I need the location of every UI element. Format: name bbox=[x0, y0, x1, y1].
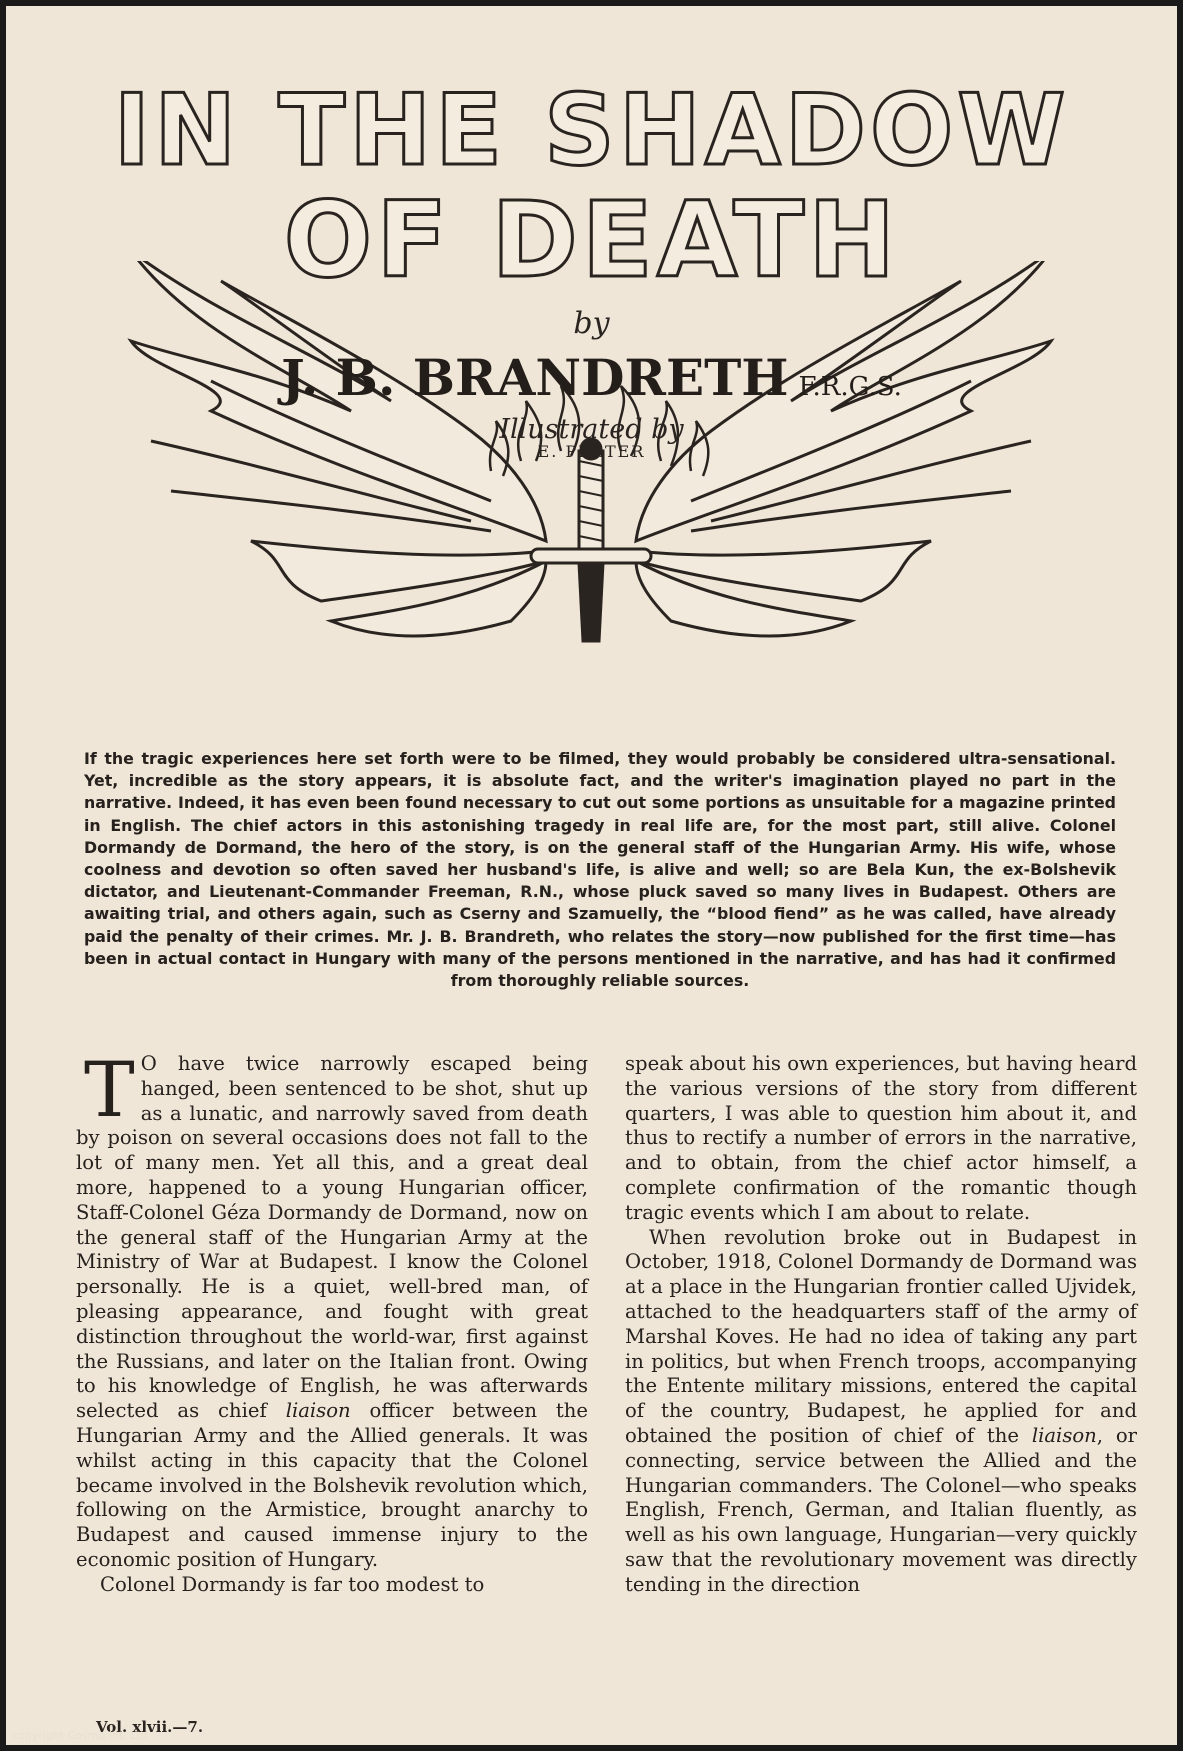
right-paragraph-1: speak about his own experiences, but having heard the various versions of the story from different quarters, I was able to question him about it, and thus to rectify a number of errors in the narrative, and to obtain, from the chief actor himself, a complete confirmation of the romantic though tragic events which I am about to relate. bbox=[625, 1052, 1137, 1224]
title-line-2: OF DEATH bbox=[283, 179, 900, 301]
copyright-notice: copyright Cosmo Int. Ltd bbox=[12, 1729, 148, 1742]
author-line bbox=[6, 348, 1177, 407]
drop-cap: T bbox=[84, 1045, 135, 1134]
left-p1-text-b: officer between the Hungarian Army and the Allied generals. It was whilst acting in this capacity that the Colonel became involved in the Bolshevik revolution which, following on the Armistice, brought anarchy to Budapest and caused immense injury to the economic position of Hungary. bbox=[76, 1399, 588, 1571]
left-column bbox=[76, 1045, 588, 1598]
sword bbox=[531, 439, 651, 641]
right-p2-text-a: When revolution broke out in Budapest in October, 1918, Colonel Dormandy de Dormand was at a place in the Hungarian frontier called Ujvidek, attached to the headquarters staff of the army of Marshal Koves. He had no idea of taking any part in politics, but when French troops, accompanying the Entente military missions, entered the capital of the country, Budapest, he applied for and obtained the position of chief of the bbox=[625, 1225, 1137, 1447]
byline-by: by bbox=[573, 306, 610, 341]
magazine-page bbox=[6, 6, 1177, 1745]
right-p2-text-b: , or connecting, service between the Allied and the Hungarian commanders. The Colonel—who speaks English, French, German, and Italian fluently, as well as his own language, Hungarian—very quickly saw that the revolutionary movement was directly tending in the direction bbox=[625, 1423, 1138, 1596]
author-suffix: F.R.G.S. bbox=[798, 372, 902, 402]
illustrator-credit bbox=[6, 416, 1177, 461]
left-paragraph-1 bbox=[76, 1045, 588, 1573]
right-p2-italic: liaison bbox=[1031, 1423, 1097, 1447]
left-p1-italic: liaison bbox=[285, 1399, 351, 1423]
left-paragraph-2: Colonel Dormandy is far too modest to bbox=[100, 1572, 485, 1596]
author-name: J. B. BRANDRETH bbox=[281, 348, 789, 407]
folio: Vol. xlvii.—7. bbox=[96, 1718, 204, 1736]
illustrator-name: E. PRATER bbox=[537, 442, 646, 462]
illustrated-by-label: Illustrated by bbox=[499, 414, 684, 445]
intro-paragraph: If the tragic experiences here set forth were to be filmed, they would probably be considered ultra-sensational. Yet, incredible as the story appears, it is absolute fact, and the writer's imagination played no part in the narrative. Indeed, it has even been found necessary to cut out some portions as unsuitable for a magazine printed in English. The chief actors in this astonishing tragedy in real life are, for the most part, still alive. Colonel Dormandy de Dormand, the hero of the story, is on the general staff of the Hungarian Army. His wife, whose coolness and devotion so often saved her husband's life, is alive and well; so are Bela Kun, the ex-Bolshevik dictator, and Lieutenant-Commander Freeman, R.N., whose pluck saved so many lives in Budapest. Others are awaiting trial, and others again, such as Cserny and Szamuelly, the “blood fiend” as he was called, have already paid the penalty of their crimes. Mr. J. B. Brandreth, who relates the story—now published for the first time—has been in actual contact in Hungary with many of the persons mentioned in the narrative, and has had it confirmed from thoroughly reliable sources. bbox=[84, 749, 1116, 991]
title-line-1: IN THE SHADOW bbox=[113, 74, 1070, 188]
left-p1-text-a: O have twice narrowly escaped being hanged, been sentenced to be shot, shut up as a lunatic, and narrowly saved from death by poison on several occasions does not fall to the lot of many men. Yet all this, and a great deal more, happened to a young Hungarian officer, Staff-Colonel Géza Dormandy de Dormand, now on the general staff of the Hungarian Army at the Ministry of War at Budapest. I know the Colonel personally. He is a quiet, well-bred man, of pleasing appearance, and fought with great distinction throughout the world-war, first against the Russians, and later on the Italian front. Owing to his knowledge of English, he was afterwards selected as chief bbox=[76, 1052, 588, 1423]
right-column bbox=[625, 1052, 1137, 1598]
right-paragraph-2 bbox=[625, 1226, 1137, 1598]
